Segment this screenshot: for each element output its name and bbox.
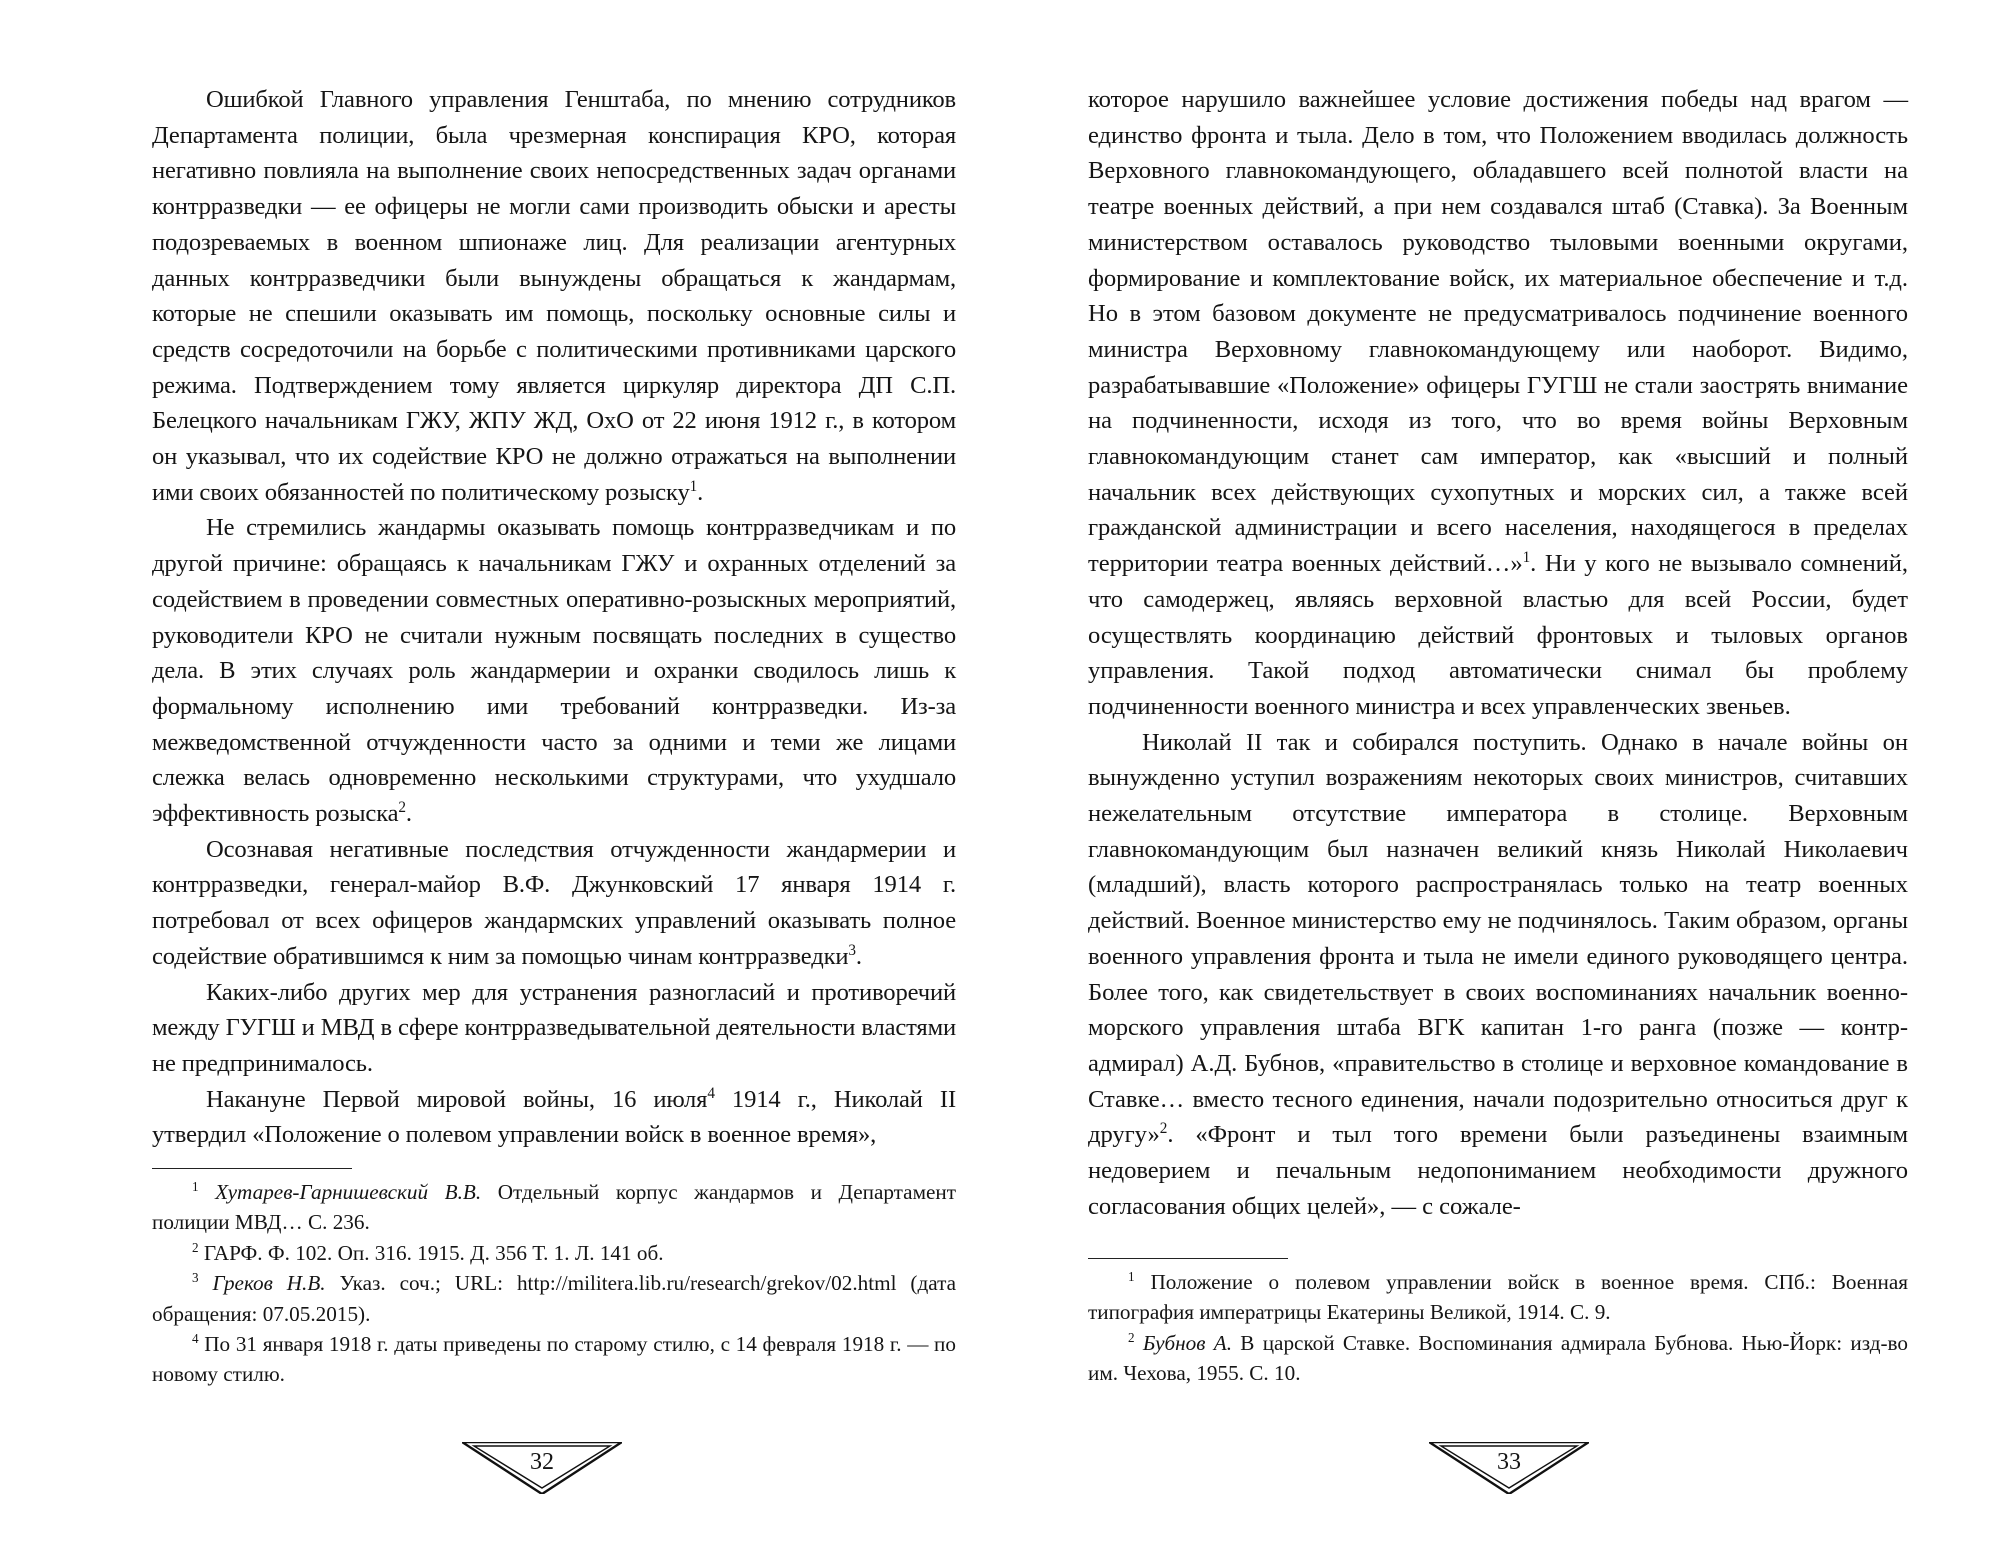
footnote-marker: 2 <box>1128 1329 1135 1345</box>
footnote-marker: 4 <box>192 1330 199 1346</box>
text-run <box>199 1180 216 1204</box>
paragraph <box>152 975 956 1082</box>
page-number-badge <box>462 1442 622 1494</box>
footnote <box>1088 1267 1908 1328</box>
text-run: ГАРФ. Ф. 102. Оп. 316. 1915. Д. 356 Т. 1. Л. 141 об. <box>198 1240 664 1265</box>
text-run: Отдельный корпус жандармов и Департамент полиции МВД… С. 236. <box>152 1180 956 1235</box>
text-run: Не стремились жандармы оказывать помощь контрразведчикам и по другой причине: обращаясь к начальникам ГЖУ и охранных отделений за содействием в проведении совместных оперативно-розыскных мероприятий, руководители КРО не считали нужным посвящать последних в существо дела. В этих случаях роль жандармерии и охранки сводилось лишь к формальному исполнению ими требований контрразведки. Из-за межведомственной отчужденности часто за одними и теми же лицами слежка велась одновременно несколькими структурами, что ухудшало эффективность розыска <box>152 514 956 828</box>
footnote-reference: 2 <box>398 798 406 816</box>
footnote-separator <box>152 1168 352 1169</box>
left-page <box>152 0 956 1559</box>
text-run: Указ. соч.; URL: http://militera.lib.ru/research/grekov/02.html (дата обращения: 07.05.2015). <box>152 1271 957 1326</box>
footnote-reference: 3 <box>848 941 856 959</box>
footnote <box>152 1238 956 1268</box>
text-run: . <box>855 942 862 970</box>
text-run: Николай II так и собирался поступить. Однако в начале войны он вынужденно уступил возражениям некоторых своих министров, считавших нежелательным отсутствие императора в столице. Верховным главнокомандующим был назначен великий князь Николай Николаевич (младший), власть которого распространялась только на театр военных действий. Военное министерство ему не подчинялось. Таким образом, органы военного управления фронта и тыла не имели единого руководящего центра. Более того, как свидетельствует в своих воспоминаниях начальник военно-морского управления штаба ВГК капитан 1-го ранга (позже — контр-адмирал) А.Д. Бубнов, «правительство в столице и верховное командование в Ставке… вместо тесного единения, начали подозрительно относиться друг к другу» <box>1088 728 1908 1149</box>
text-run: Положение о полевом управлении войск в военное время. СПб.: Военная типография императрицы Екатерины Великой, 1914. С. 9. <box>1088 1270 1908 1325</box>
left-page-footnotes <box>152 1168 956 1390</box>
right-footnote-list <box>1088 1267 1908 1389</box>
text-run: . <box>697 478 704 506</box>
text-run: . «Фронт и тыл того времени были разъединены взаимным недоверием и печальным недопониманием необходимости дружного согласования общих целей», — с сожале- <box>1088 1121 1908 1220</box>
footnote-marker: 1 <box>1128 1268 1135 1284</box>
footnote <box>1088 1328 1908 1389</box>
page-number: 32 <box>530 1449 554 1475</box>
text-run: которое нарушило важнейшее условие достижения победы над врагом — единство фронта и тыла. Дело в том, что Положением вводилась должность Верховного главнокомандующего, обладавшего всей полнотой власти на театре военных действий, а при нем создавался штаб (Ставка). За Военным министерством оставалось руководство тыловыми военными округами, формирование и комплектование войск, их материальное обеспечение и т.д. Но в этом базовом документе не предусматривалось подчинение военного министра Верховному главнокомандующему или наоборот. Видимо, разрабатывавшие «Положение» офицеры ГУГШ не стали заострять внимание на подчиненности, исходя из того, что во время войны Верховным главнокомандующим станет сам император, как «высший и полный начальник всех действующих сухопутных и морских сил, а также всей гражданской администрации и всего населения, находящегося в пределах территории театра военных действий…» <box>1088 86 1908 578</box>
text-run: Каких-либо других мер для устранения разногласий и противоречий между ГУГШ и МВД в сфере контрразведывательной деятельности властями не предпринималось. <box>152 978 956 1077</box>
page-number-badge <box>1429 1442 1589 1494</box>
left-page-body <box>152 82 956 1153</box>
footnote-marker: 3 <box>192 1270 199 1286</box>
paragraph <box>152 832 956 975</box>
text-run: Ошибкой Главного управления Генштаба, по мнению сотрудников Департамента полиции, была чрезмерная конспирация КРО, которая негативно повлияла на выполнение своих непосредственных задач органами контрразведки — ее офицеры не могли сами производить обыски и аресты подозреваемых в военном шпионаже лиц. Для реализации агентурных данных контрразведчики были вынуждены обращаться к жандармам, которые не спешили оказывать им помощь, поскольку основные силы и средств сосредоточили на борьбе с политическими противниками царского режима. Подтверждением тому является циркуляр директора ДП С.П. Белецкого начальникам ГЖУ, ЖПУ ЖД, ОхО от 22 июня 1912 г., в котором он указывал, что их содействие КРО не должно отражаться на выполнении ими своих обязанностей по политическому розыску <box>152 86 956 506</box>
text-run <box>199 1271 213 1295</box>
right-page-footnotes <box>1088 1258 1908 1389</box>
text-run: По 31 января 1918 г. даты приведены по старому стилю, с 14 февраля 1918 г. — по новому стилю. <box>152 1332 956 1387</box>
author-name: Бубнов А. <box>1142 1330 1232 1355</box>
footnote <box>152 1177 956 1238</box>
page-number: 33 <box>1497 1449 1521 1475</box>
text-run: Осознавая негативные последствия отчужденности жандармерии и контрразведки, генерал-майор В.Ф. Джунковский 17 января 1914 г. потребовал от всех офицеров жандармских управлений оказывать полное содействие обратившимся к ним за помощью чинам контрразведки <box>152 835 956 970</box>
footnote-marker: 2 <box>192 1239 199 1255</box>
paragraph <box>1088 82 1908 725</box>
text-run <box>1135 1331 1143 1355</box>
paragraph <box>152 510 956 831</box>
author-name: Хутарев-Гарнишевский В.В. <box>215 1180 482 1204</box>
text-run: Накануне Первой мировой войны, 16 июля <box>206 1085 708 1113</box>
footnote <box>152 1268 956 1329</box>
author-name: Греков Н.В. <box>212 1271 326 1296</box>
paragraph <box>152 82 956 510</box>
text-run: . <box>405 800 412 828</box>
footnote <box>152 1329 956 1390</box>
footnote-reference: 2 <box>1159 1120 1168 1138</box>
footnote-reference: 1 <box>689 477 698 495</box>
footnote-marker: 1 <box>192 1178 199 1194</box>
paragraph <box>152 1082 956 1153</box>
footnote-separator <box>1088 1258 1288 1259</box>
right-page <box>1088 0 1908 1559</box>
left-footnote-list <box>152 1177 956 1390</box>
footnote-reference: 1 <box>1522 548 1531 566</box>
text-run: В царской Ставке. Воспоминания адмирала Бубнова. Нью-Йорк: изд-во им. Чехова, 1955. С. 10. <box>1088 1330 1909 1386</box>
paragraph <box>1088 725 1908 1225</box>
footnote-reference: 4 <box>707 1084 715 1102</box>
text-run: . Ни у кого не вызывало сомнений, что самодержец, являясь верховной властью для всей России, будет осуществлять координацию действий фронтовых и тыловых органов управления. Такой подход автоматически снимал бы проблему подчиненности военного министра и всех управленческих звеньев. <box>1088 550 1908 720</box>
right-page-body <box>1088 82 1908 1225</box>
text-run: 1914 г., Николай II утвердил «Положение о полевом управлении войск в военное время», <box>152 1085 957 1149</box>
